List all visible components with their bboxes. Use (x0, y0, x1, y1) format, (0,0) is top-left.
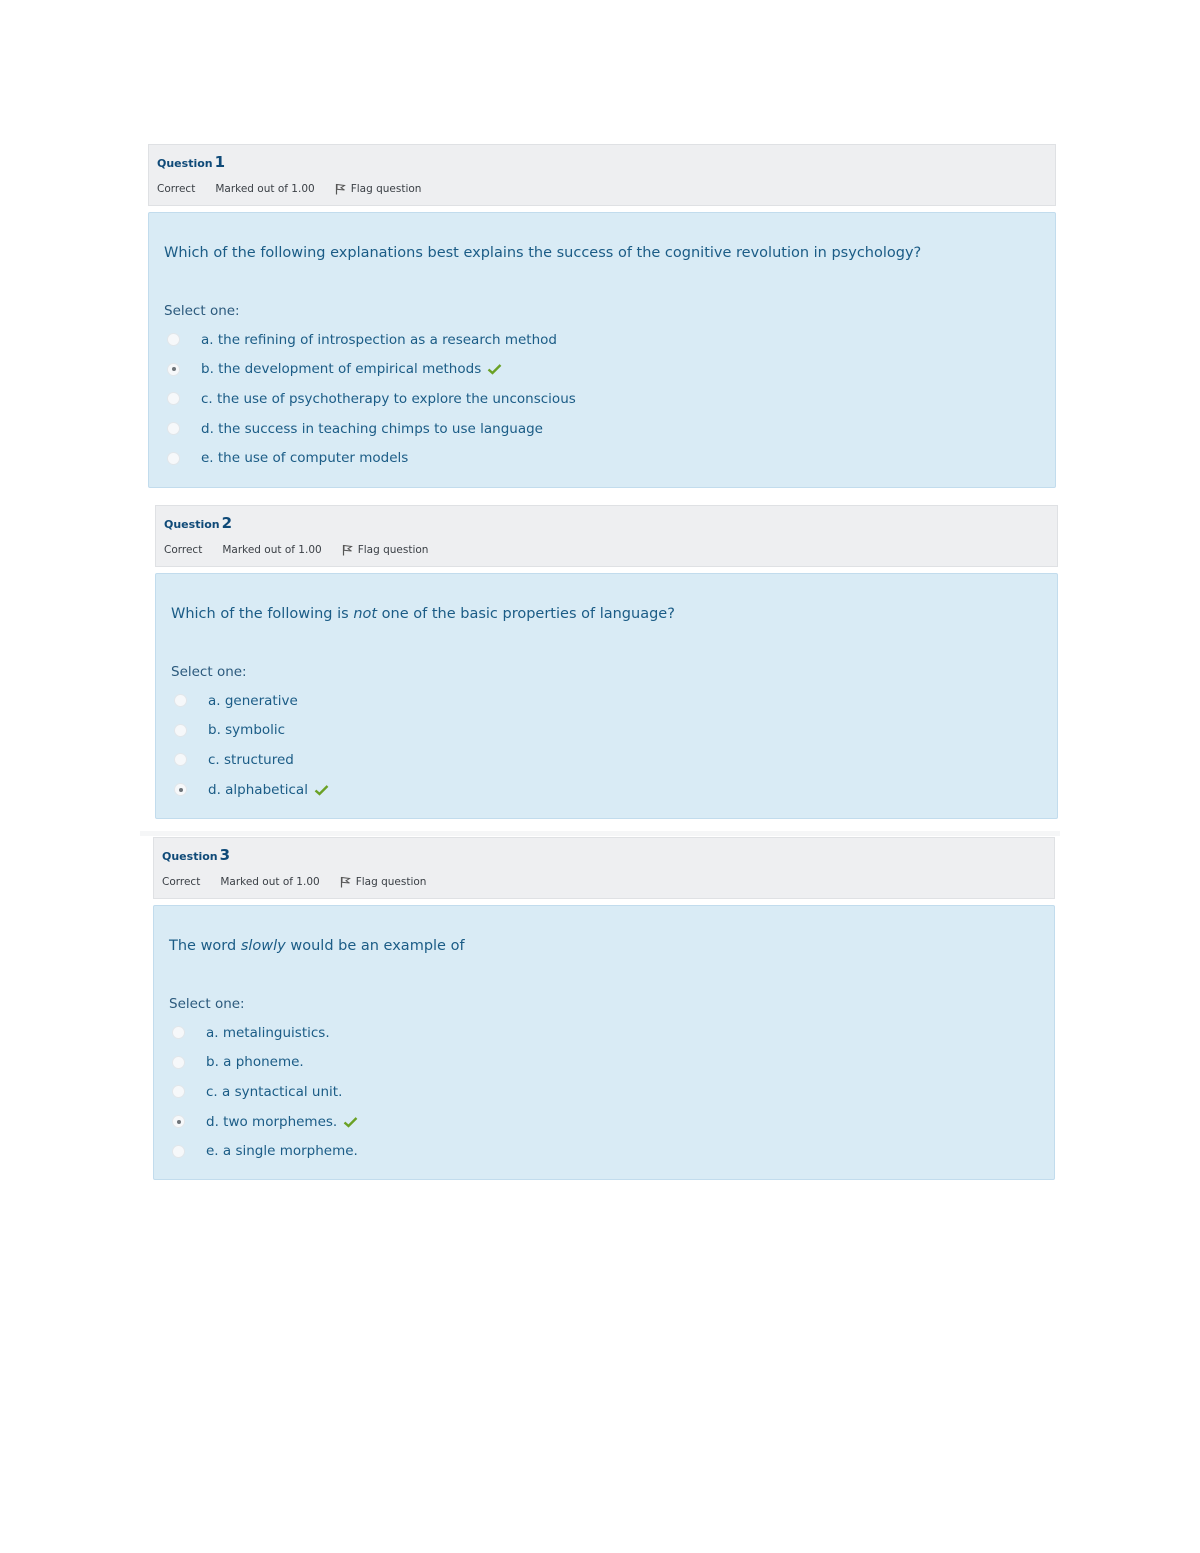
question-grade: Marked out of 1.00 (215, 183, 315, 195)
select-one-prompt: Select one: (171, 664, 247, 680)
question-state: Correct (164, 544, 203, 556)
select-one-prompt: Select one: (164, 303, 240, 319)
answer-option-b[interactable]: b. symbolic (174, 716, 329, 746)
question-info (153, 837, 1055, 899)
question-number: Question 2 (164, 514, 233, 532)
answer-option-c[interactable]: c. the use of psychotherapy to explore the unconscious (167, 384, 576, 414)
radio-button[interactable] (174, 724, 187, 737)
flag-question-button[interactable]: Flag question (342, 544, 449, 556)
flag-icon (340, 876, 351, 888)
question-formulation (148, 212, 1056, 488)
question-state-line (157, 183, 461, 195)
checkmark-icon (487, 363, 502, 375)
answer-option-a[interactable]: a. generative (174, 686, 329, 716)
separator (140, 831, 1060, 836)
answer-option-a[interactable]: a. the refining of introspection as a research method (167, 325, 576, 355)
question-state-line (162, 876, 466, 888)
radio-button[interactable] (172, 1145, 185, 1158)
checkmark-icon (314, 784, 329, 796)
question-1 (148, 144, 1056, 488)
answer-list (167, 325, 576, 473)
flag-icon (335, 183, 346, 195)
question-state-line (164, 544, 468, 556)
radio-button-selected[interactable] (167, 363, 180, 376)
question-number: Question 1 (157, 153, 226, 171)
question-state: Correct (162, 876, 201, 888)
question-grade: Marked out of 1.00 (220, 876, 320, 888)
answer-option-d[interactable]: d. alphabetical (174, 775, 329, 805)
radio-button[interactable] (172, 1056, 185, 1069)
answer-option-e[interactable]: e. the use of computer models (167, 443, 576, 473)
flag-question-button[interactable]: Flag question (340, 876, 447, 888)
radio-button[interactable] (167, 422, 180, 435)
question-grade: Marked out of 1.00 (222, 544, 322, 556)
question-formulation (153, 905, 1055, 1180)
question-info (155, 505, 1058, 567)
answer-option-c[interactable]: c. a syntactical unit. (172, 1077, 358, 1107)
radio-button-selected[interactable] (172, 1115, 185, 1128)
answer-option-d[interactable]: d. the success in teaching chimps to use language (167, 414, 576, 444)
select-one-prompt: Select one: (169, 996, 245, 1012)
question-number: Question 3 (162, 846, 231, 864)
radio-button[interactable] (174, 694, 187, 707)
answer-option-a[interactable]: a. metalinguistics. (172, 1018, 358, 1048)
answer-option-c[interactable]: c. structured (174, 745, 329, 775)
radio-button[interactable] (167, 392, 180, 405)
radio-button-selected[interactable] (174, 783, 187, 796)
question-text: Which of the following is not one of the basic properties of language? (171, 606, 675, 622)
question-text: The word slowly would be an example of (169, 938, 465, 954)
radio-button[interactable] (174, 753, 187, 766)
question-3 (153, 837, 1055, 1180)
flag-icon (342, 544, 353, 556)
answer-option-e[interactable]: e. a single morpheme. (172, 1136, 358, 1166)
flag-question-button[interactable]: Flag question (335, 183, 442, 195)
question-info (148, 144, 1056, 206)
radio-button[interactable] (172, 1085, 185, 1098)
question-text: Which of the following explanations best explains the success of the cognitive revolution in psychology? (164, 245, 922, 261)
checkmark-icon (343, 1116, 358, 1128)
radio-button[interactable] (167, 333, 180, 346)
radio-button[interactable] (167, 452, 180, 465)
answer-option-b[interactable]: b. a phoneme. (172, 1048, 358, 1078)
question-state: Correct (157, 183, 196, 195)
radio-button[interactable] (172, 1026, 185, 1039)
answer-option-d[interactable]: d. two morphemes. (172, 1107, 358, 1137)
question-2 (155, 505, 1058, 819)
question-formulation (155, 573, 1058, 819)
answer-list (172, 1018, 358, 1166)
answer-list (174, 686, 329, 804)
answer-option-b[interactable]: b. the development of empirical methods (167, 355, 576, 385)
